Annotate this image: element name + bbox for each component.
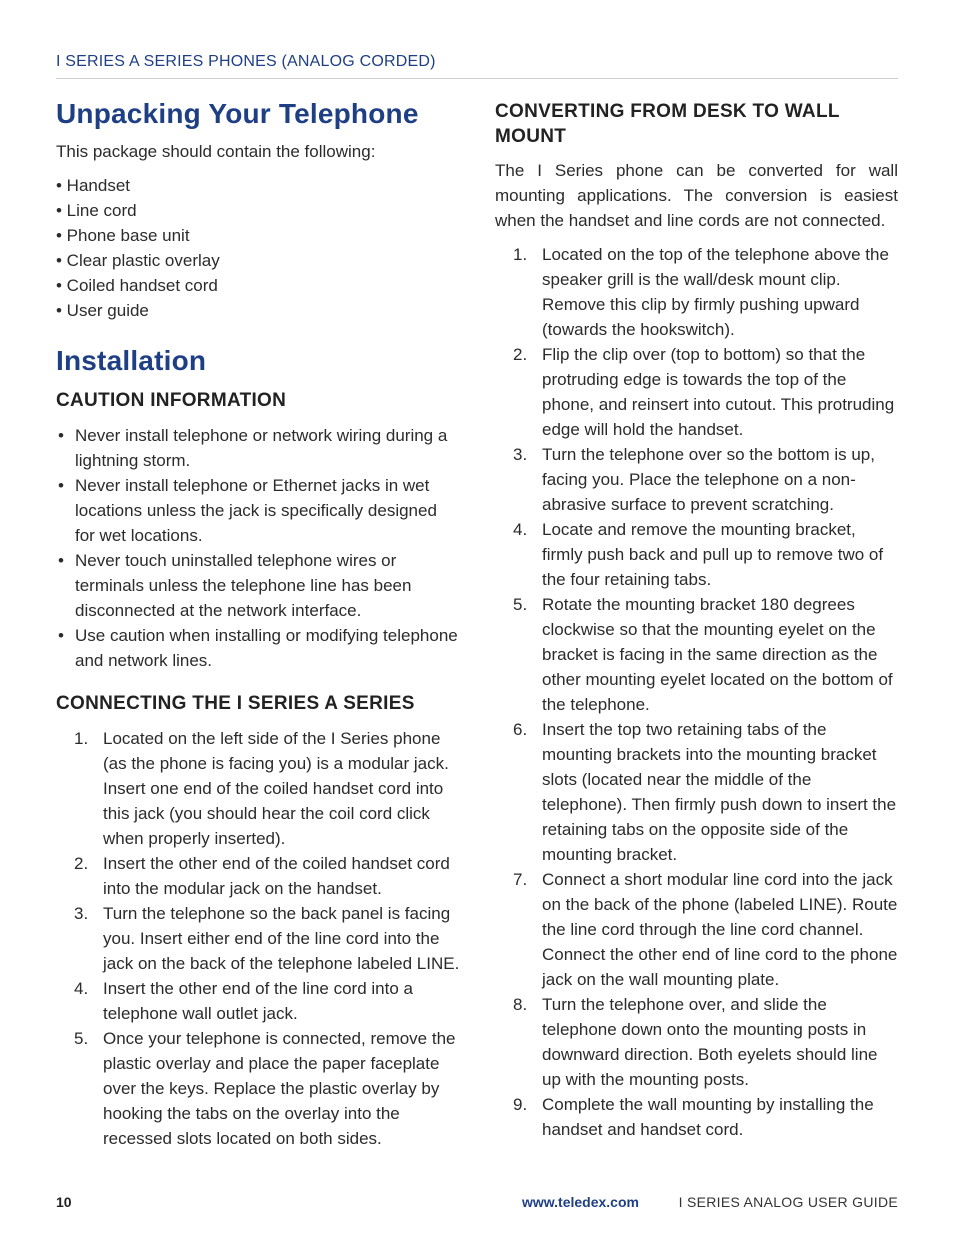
step-number: 1. [74,729,89,748]
list-item: • Clear plastic overlay [56,251,220,270]
package-contents-list [56,173,460,323]
list-item [495,342,898,442]
step-text: Turn the telephone over so the bottom is up, facing you. Place the telephone on a non-abrasive surface to prevent scratching. [542,445,875,514]
step-text: Located on the top of the telephone above the speaker grill is the wall/desk mount clip. Remove this clip by firmly pushing upward (towards the hookswitch). [542,245,889,339]
step-number: 5. [74,1029,89,1048]
list-item [495,1092,898,1142]
list-item [56,976,460,1026]
step-text: Once your telephone is connected, remove the plastic overlay and place the paper faceplate over the keys. Replace the plastic overlay by hooking the tabs on the overlay into the recessed slots located on both sides. [103,1029,456,1148]
converting-heading: CONVERTING FROM DESK TO WALL MOUNT [495,101,840,147]
website-link[interactable]: www.teledex.com [522,1194,639,1210]
step-number: 7. [513,870,528,889]
step-text: Located on the left side of the I Series phone (as the phone is facing you) is a modular jack. Insert one end of the coiled handset cord into this jack (you should hear the coil cord click when properly inserted). [103,729,449,848]
step-number: 9. [513,1095,528,1114]
converting-intro: The I Series phone can be converted for wall mounting applications. The conversion is easiest when the handset and line cords are not connected. [495,161,898,230]
list-item [495,242,898,342]
unpacking-intro: This package should contain the following: [56,142,376,161]
list-item [495,717,898,867]
list-item [495,992,898,1092]
caution-text: Use caution when installing or modifying telephone and network lines. [75,626,458,670]
list-item [56,901,460,976]
running-header: I SERIES A SERIES PHONES (ANALOG CORDED) [56,53,898,79]
caution-text: Never install telephone or network wiring during a lightning storm. [75,426,448,470]
step-number: 2. [513,345,528,364]
list-item [56,548,460,623]
list-item [495,517,898,592]
step-number: 5. [513,595,528,614]
list-item: • Handset [56,176,130,195]
step-text: Locate and remove the mounting bracket, firmly push back and pull up to remove two of the four retaining tabs. [542,520,884,589]
bullet-mark: • [58,426,64,445]
caution-list [56,423,460,673]
page-footer [56,1194,898,1214]
left-column [56,95,460,1151]
right-column [495,99,898,1142]
list-item [56,623,460,673]
step-text: Insert the other end of the coiled handset cord into the modular jack on the handset. [103,854,450,898]
step-text: Insert the other end of the line cord into a telephone wall outlet jack. [103,979,413,1023]
caution-text: Never install telephone or Ethernet jacks in wet locations unless the jack is specifically designed for wet locations. [75,476,437,545]
caution-text: Never touch uninstalled telephone wires or terminals unless the telephone line has been disconnected at the network interface. [75,551,412,620]
step-text: Turn the telephone over, and slide the telephone down onto the mounting posts in downward direction. Both eyelets should line up with the mounting posts. [542,995,878,1089]
step-number: 3. [74,904,89,923]
step-number: 8. [513,995,528,1014]
list-item: • Line cord [56,201,137,220]
unpacking-heading: Unpacking Your Telephone [56,98,419,129]
guide-title: I SERIES ANALOG USER GUIDE [678,1194,898,1210]
step-number: 4. [513,520,528,539]
step-number: 4. [74,979,89,998]
list-item: • User guide [56,301,149,320]
step-number: 1. [513,245,528,264]
converting-steps [495,242,898,1142]
list-item [56,473,460,548]
page-number: 10 [56,1194,72,1210]
connecting-steps [56,726,460,1151]
bullet-mark: • [58,551,64,570]
step-text: Insert the top two retaining tabs of the mounting brackets into the mounting bracket slots (located near the middle of the telephone). Then firmly push down to insert the retaining tabs on the opposite side of the mounting bracket. [542,720,897,864]
step-number: 2. [74,854,89,873]
step-text: Turn the telephone so the back panel is facing you. Insert either end of the line cord into the jack on the back of the telephone labeled LINE. [103,904,460,973]
step-text: Flip the clip over (top to bottom) so that the protruding edge is towards the top of the phone, and reinsert into cutout. This protruding edge will hold the handset. [542,345,895,439]
step-number: 3. [513,445,528,464]
list-item [495,442,898,517]
bullet-mark: • [58,626,64,645]
step-text: Rotate the mounting bracket 180 degrees clockwise so that the mounting eyelet on the bracket is facing in the same direction as the other mounting eyelet located on the bottom of the telephone. [542,595,893,714]
list-item [56,726,460,851]
list-item [495,867,898,992]
step-text: Complete the wall mounting by installing the handset and handset cord. [542,1095,874,1139]
step-number: 6. [513,720,528,739]
list-item: • Coiled handset cord [56,276,218,295]
list-item [56,423,460,473]
list-item: • Phone base unit [56,226,190,245]
list-item [56,851,460,901]
connecting-heading: CONNECTING THE I SERIES A SERIES [56,693,415,714]
list-item [56,1026,460,1151]
installation-heading: Installation [56,345,207,376]
list-item [495,592,898,717]
caution-heading: CAUTION INFORMATION [56,390,287,411]
step-text: Connect a short modular line cord into the jack on the back of the phone (labeled LINE). Route the line cord through the line cord channel. Connect the other end of line cord to the phone jack on the wall mounting plate. [542,870,898,989]
bullet-mark: • [58,476,64,495]
